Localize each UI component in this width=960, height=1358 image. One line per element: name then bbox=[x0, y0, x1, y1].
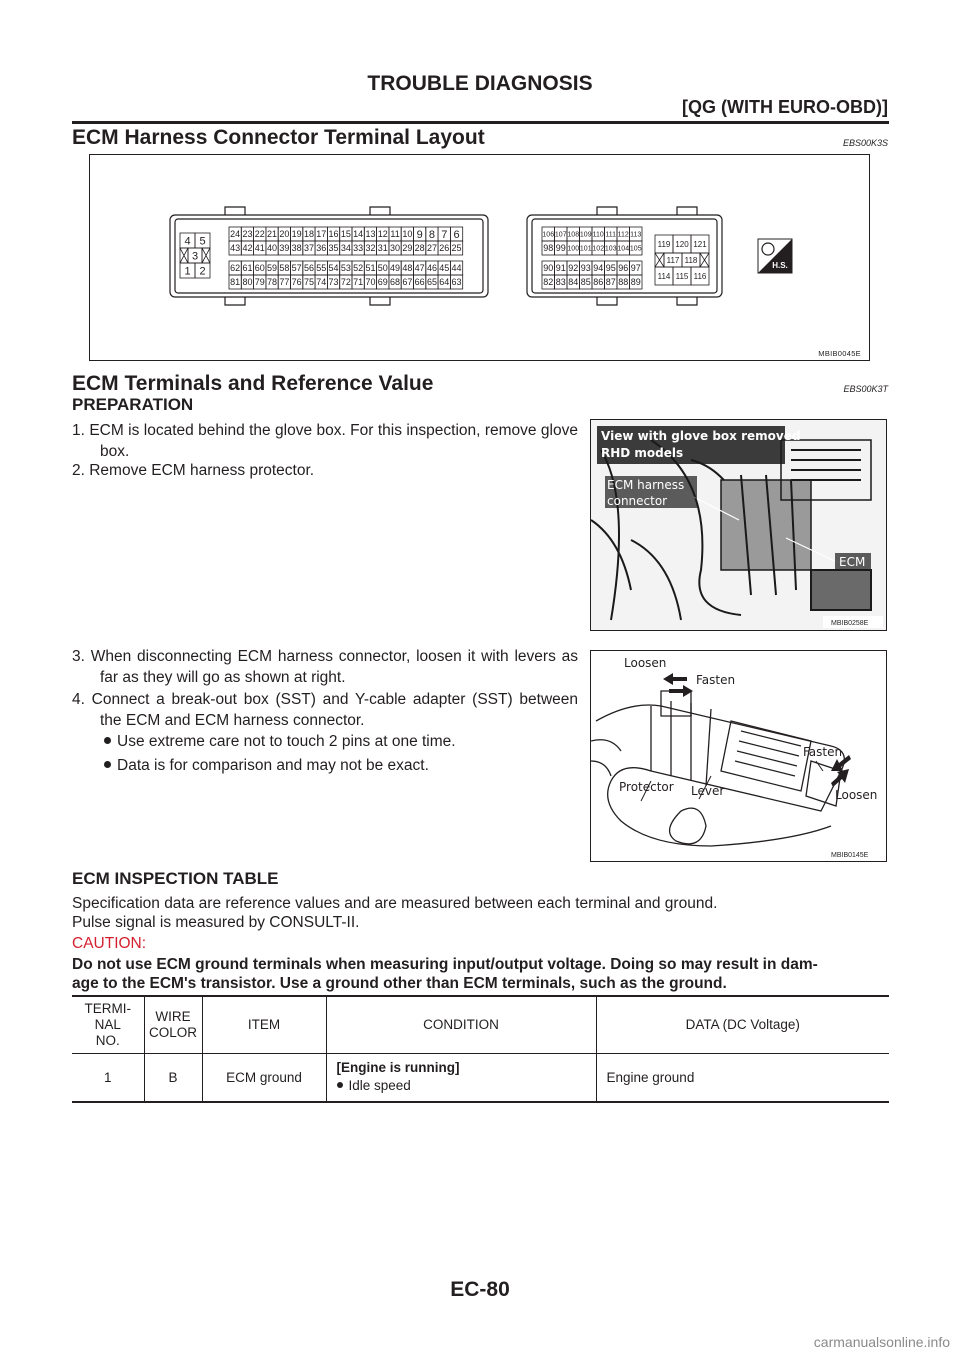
step-4 bbox=[72, 689, 578, 731]
step-3 bbox=[72, 646, 578, 688]
header-wire-line1: WIRE bbox=[155, 1009, 191, 1024]
pin-label: 68 bbox=[390, 277, 401, 288]
pin-label: 103 bbox=[604, 245, 617, 253]
pin-label: 28 bbox=[414, 243, 425, 254]
pin-label: 121 bbox=[693, 239, 707, 249]
pin-label: 6 bbox=[453, 228, 460, 241]
cell-terminal: 1 bbox=[103, 1070, 112, 1085]
pin-label: 32 bbox=[365, 243, 376, 254]
pin-label: 102 bbox=[592, 245, 605, 253]
pin-label: 36 bbox=[316, 243, 327, 254]
header-terminal-line2: NAL bbox=[94, 1017, 121, 1032]
header-terminal-no bbox=[72, 996, 144, 1054]
pin-label: 110 bbox=[592, 231, 604, 239]
pin-label: 92 bbox=[568, 263, 579, 274]
photo-lever-connector bbox=[590, 650, 887, 862]
pin-label: 21 bbox=[267, 229, 278, 240]
cell-condition bbox=[326, 1054, 596, 1103]
pin-label: 95 bbox=[605, 263, 616, 274]
pin-label: 3 bbox=[191, 250, 199, 263]
header-condition: CONDITION bbox=[326, 996, 596, 1054]
table-row bbox=[72, 1054, 889, 1103]
pin-label: 100 bbox=[567, 245, 580, 253]
pin-label: 108 bbox=[567, 231, 580, 239]
spec-line-2: Pulse signal is measured by CONSULT-II. bbox=[72, 914, 360, 931]
photo1-label-ecm: ECM bbox=[839, 555, 866, 569]
header-rule bbox=[72, 121, 889, 124]
pin-label: 42 bbox=[242, 243, 253, 254]
pin-label: 20 bbox=[279, 229, 290, 240]
pin-label: 4 bbox=[184, 235, 191, 248]
pin-label: 54 bbox=[328, 263, 339, 274]
pin-label: 37 bbox=[303, 243, 314, 254]
pin-label: 119 bbox=[657, 239, 671, 249]
pin-label: 109 bbox=[579, 231, 592, 239]
pin-label: 99 bbox=[555, 243, 566, 254]
pin-label: 97 bbox=[630, 263, 641, 274]
spec-line-1: Specification data are reference values and are measured between each terminal and ground. bbox=[72, 895, 718, 912]
hs-label: H.S. bbox=[772, 261, 788, 270]
caution-line-2: age to the ECM's transistor. Use a ground other than ECM terminals, such as the ground. bbox=[72, 975, 727, 992]
header-item: ITEM bbox=[202, 996, 326, 1054]
pin-label: 93 bbox=[580, 263, 591, 274]
pin-label: 13 bbox=[365, 229, 376, 240]
pin-label: 35 bbox=[328, 243, 339, 254]
photo1-label-connector: connector bbox=[607, 494, 668, 508]
pin-label: 45 bbox=[439, 263, 450, 274]
pin-label: 56 bbox=[303, 263, 314, 274]
pin-label: 96 bbox=[618, 263, 629, 274]
left-connector-grid bbox=[229, 227, 463, 289]
pin-label: 24 bbox=[230, 229, 241, 240]
pin-label: 79 bbox=[254, 277, 265, 288]
pin-label: 86 bbox=[593, 277, 604, 288]
pin-label: 48 bbox=[402, 263, 413, 274]
pin-label: 49 bbox=[390, 263, 401, 274]
step-4-text: 4. Connect a break-out box (SST) and Y-cable adapter (SST) between the ECM and ECM harness connector. bbox=[72, 691, 578, 729]
photo1-label-harness: ECM harness bbox=[607, 478, 685, 492]
photo2-label-protector: Protector bbox=[619, 780, 674, 794]
pin-label: 113 bbox=[630, 231, 642, 239]
pin-label: 83 bbox=[555, 277, 566, 288]
pin-label: 112 bbox=[617, 231, 629, 239]
page-header-subtitle: [QG (WITH EURO-OBD)] bbox=[682, 97, 888, 117]
pin-label: 80 bbox=[242, 277, 253, 288]
pin-label: 41 bbox=[254, 243, 265, 254]
bullet-dot-icon bbox=[337, 1082, 343, 1088]
pin-label: 81 bbox=[230, 277, 241, 288]
photo2-label-loosen-right: Loosen bbox=[835, 788, 878, 802]
ecm-inspection-table bbox=[72, 995, 889, 1103]
cell-data: Engine ground bbox=[596, 1054, 889, 1103]
photo2-code: MBIB0145E bbox=[831, 852, 869, 859]
pin-label: 19 bbox=[291, 229, 302, 240]
pin-label: 43 bbox=[230, 243, 241, 254]
photo1-code: MBIB0258E bbox=[831, 620, 869, 627]
pin-label: 120 bbox=[675, 239, 689, 249]
page-number: EC-80 bbox=[450, 1278, 510, 1301]
pin-label: 39 bbox=[279, 243, 290, 254]
pin-label: 71 bbox=[353, 277, 364, 288]
bullet-2 bbox=[104, 755, 429, 776]
pin-label: 46 bbox=[426, 263, 437, 274]
pin-label: 85 bbox=[580, 277, 591, 288]
photo2-label-lever: Lever bbox=[691, 784, 725, 798]
pin-label: 50 bbox=[377, 263, 388, 274]
pin-label: 53 bbox=[340, 263, 351, 274]
cell-item: ECM ground bbox=[202, 1054, 326, 1103]
photo-lever-image bbox=[591, 651, 886, 861]
pin-label: 88 bbox=[618, 277, 629, 288]
pin-label: 8 bbox=[428, 228, 436, 241]
bullet-dot-icon bbox=[104, 761, 111, 768]
caution-line-1: Do not use ECM ground terminals when measuring input/output voltage. Doing so may result in dam- bbox=[72, 956, 818, 973]
photo-glove-box-image bbox=[591, 420, 886, 630]
pin-label: 9 bbox=[416, 228, 423, 241]
pin-label: 62 bbox=[230, 263, 241, 274]
pin-label: 2 bbox=[199, 265, 206, 278]
pin-label: 33 bbox=[353, 243, 364, 254]
section-title-terminals: ECM Terminals and Reference Value bbox=[72, 372, 434, 395]
step-2: 2. Remove ECM harness protector. bbox=[72, 462, 315, 479]
section2-code: EBS00K3T bbox=[843, 384, 888, 394]
inspection-table-heading: ECM INSPECTION TABLE bbox=[72, 869, 279, 888]
step-1-text: 1. ECM is located behind the glove box. For this inspection, remove glove box. bbox=[72, 422, 578, 460]
right-connector-grid bbox=[542, 227, 642, 289]
pin-label: 116 bbox=[693, 271, 707, 281]
pin-label: 106 bbox=[542, 231, 555, 239]
pin-label: 117 bbox=[666, 255, 680, 265]
table-header-row bbox=[72, 996, 889, 1054]
header-terminal-line3: NO. bbox=[95, 1033, 120, 1048]
pin-label: 57 bbox=[291, 263, 302, 274]
bullet-2-text: Data is for comparison and may not be exact. bbox=[117, 757, 429, 774]
pin-label: 16 bbox=[328, 229, 339, 240]
pin-label: 15 bbox=[340, 229, 351, 240]
pin-label: 66 bbox=[414, 277, 425, 288]
bullet-1 bbox=[104, 731, 456, 752]
header-wire-color bbox=[144, 996, 202, 1054]
pin-label: 18 bbox=[303, 229, 314, 240]
condition-bullet-text: Idle speed bbox=[348, 1078, 411, 1093]
pin-label: 51 bbox=[365, 263, 376, 274]
pin-label: 7 bbox=[441, 228, 448, 241]
photo1-label-view: View with glove box removed bbox=[601, 429, 801, 443]
condition-title: [Engine is running] bbox=[336, 1060, 460, 1075]
pin-label: 27 bbox=[426, 243, 437, 254]
pin-label: 107 bbox=[554, 231, 567, 239]
pin-label: 70 bbox=[365, 277, 376, 288]
pin-label: 30 bbox=[390, 243, 401, 254]
watermark[interactable]: carmanualsonline.info bbox=[813, 1334, 950, 1350]
pin-label: 61 bbox=[242, 263, 253, 274]
pin-label: 105 bbox=[629, 245, 642, 253]
pin-label: 31 bbox=[377, 243, 388, 254]
pin-label: 69 bbox=[377, 277, 388, 288]
pin-label: 14 bbox=[353, 229, 364, 240]
pin-label: 26 bbox=[439, 243, 450, 254]
pin-label: 44 bbox=[451, 263, 462, 274]
photo2-label-loosen-top: Loosen bbox=[624, 656, 667, 670]
connector-diagram bbox=[90, 155, 869, 360]
pin-label: 111 bbox=[605, 231, 617, 239]
pin-label: 94 bbox=[593, 263, 604, 274]
preparation-heading: PREPARATION bbox=[72, 395, 194, 414]
pin-label: 77 bbox=[279, 277, 290, 288]
hs-icon bbox=[758, 239, 792, 273]
step-1 bbox=[72, 420, 578, 462]
right-connector-block bbox=[655, 235, 709, 285]
bullet-dot-icon bbox=[104, 737, 111, 744]
photo2-label-fasten-top: Fasten bbox=[696, 673, 736, 687]
cell-wire: B bbox=[144, 1054, 202, 1103]
bullet-1-text: Use extreme care not to touch 2 pins at one time. bbox=[117, 733, 456, 750]
pin-label: 114 bbox=[657, 271, 671, 281]
connector-layout-figure bbox=[89, 154, 870, 361]
header-wire-line2: COLOR bbox=[148, 1025, 197, 1040]
pin-label: 78 bbox=[267, 277, 278, 288]
pin-label: 1 bbox=[184, 265, 191, 278]
pin-label: 25 bbox=[451, 243, 462, 254]
pin-label: 73 bbox=[328, 277, 339, 288]
pin-label: 67 bbox=[402, 277, 413, 288]
pin-label: 11 bbox=[390, 229, 400, 240]
pin-label: 91 bbox=[555, 263, 566, 274]
pin-label: 90 bbox=[543, 263, 554, 274]
pin-label: 64 bbox=[439, 277, 450, 288]
header-data: DATA (DC Voltage) bbox=[596, 996, 889, 1054]
header-terminal-line1: TERMI- bbox=[84, 1001, 131, 1016]
pin-label: 12 bbox=[377, 229, 388, 240]
pin-label: 74 bbox=[316, 277, 327, 288]
pin-label: 47 bbox=[414, 263, 425, 274]
pin-label: 10 bbox=[402, 229, 413, 240]
figure-code: MBIB0045E bbox=[818, 349, 861, 358]
pin-label: 72 bbox=[340, 277, 351, 288]
pin-label: 60 bbox=[254, 263, 265, 274]
photo2-label-fasten-right: Fasten bbox=[803, 745, 843, 759]
photo1-label-rhd: RHD models bbox=[601, 446, 684, 460]
pin-label: 84 bbox=[568, 277, 579, 288]
pin-label: 118 bbox=[684, 255, 698, 265]
pin-label: 17 bbox=[316, 229, 327, 240]
pin-label: 58 bbox=[279, 263, 290, 274]
section-title-connector-layout: ECM Harness Connector Terminal Layout bbox=[72, 126, 485, 149]
pin-label: 82 bbox=[543, 277, 554, 288]
pin-label: 65 bbox=[426, 277, 437, 288]
condition-bullet bbox=[337, 1078, 592, 1093]
pin-label: 98 bbox=[543, 243, 554, 254]
pin-label: 22 bbox=[254, 229, 265, 240]
pin-label: 23 bbox=[242, 229, 253, 240]
pin-label: 52 bbox=[353, 263, 364, 274]
pin-label: 76 bbox=[291, 277, 302, 288]
photo-glove-box bbox=[590, 419, 887, 631]
page-header-title: TROUBLE DIAGNOSIS bbox=[367, 72, 593, 95]
pin-label: 34 bbox=[340, 243, 351, 254]
pin-label: 40 bbox=[267, 243, 278, 254]
section-code: EBS00K3S bbox=[842, 138, 888, 148]
left-connector-small-block bbox=[180, 233, 210, 278]
pin-label: 115 bbox=[675, 271, 689, 281]
pin-label: 5 bbox=[199, 235, 206, 248]
pin-label: 104 bbox=[617, 245, 630, 253]
pin-label: 63 bbox=[451, 277, 462, 288]
step-3-text: 3. When disconnecting ECM harness connector, loosen it with levers as far as they will go as shown at right. bbox=[72, 648, 578, 686]
pin-label: 55 bbox=[316, 263, 327, 274]
pin-label: 29 bbox=[402, 243, 413, 254]
caution-label: CAUTION: bbox=[72, 935, 147, 952]
pin-label: 75 bbox=[303, 277, 314, 288]
pin-label: 59 bbox=[267, 263, 278, 274]
pin-label: 101 bbox=[579, 245, 592, 253]
pin-label: 89 bbox=[630, 277, 641, 288]
pin-label: 87 bbox=[605, 277, 616, 288]
pin-label: 38 bbox=[291, 243, 302, 254]
